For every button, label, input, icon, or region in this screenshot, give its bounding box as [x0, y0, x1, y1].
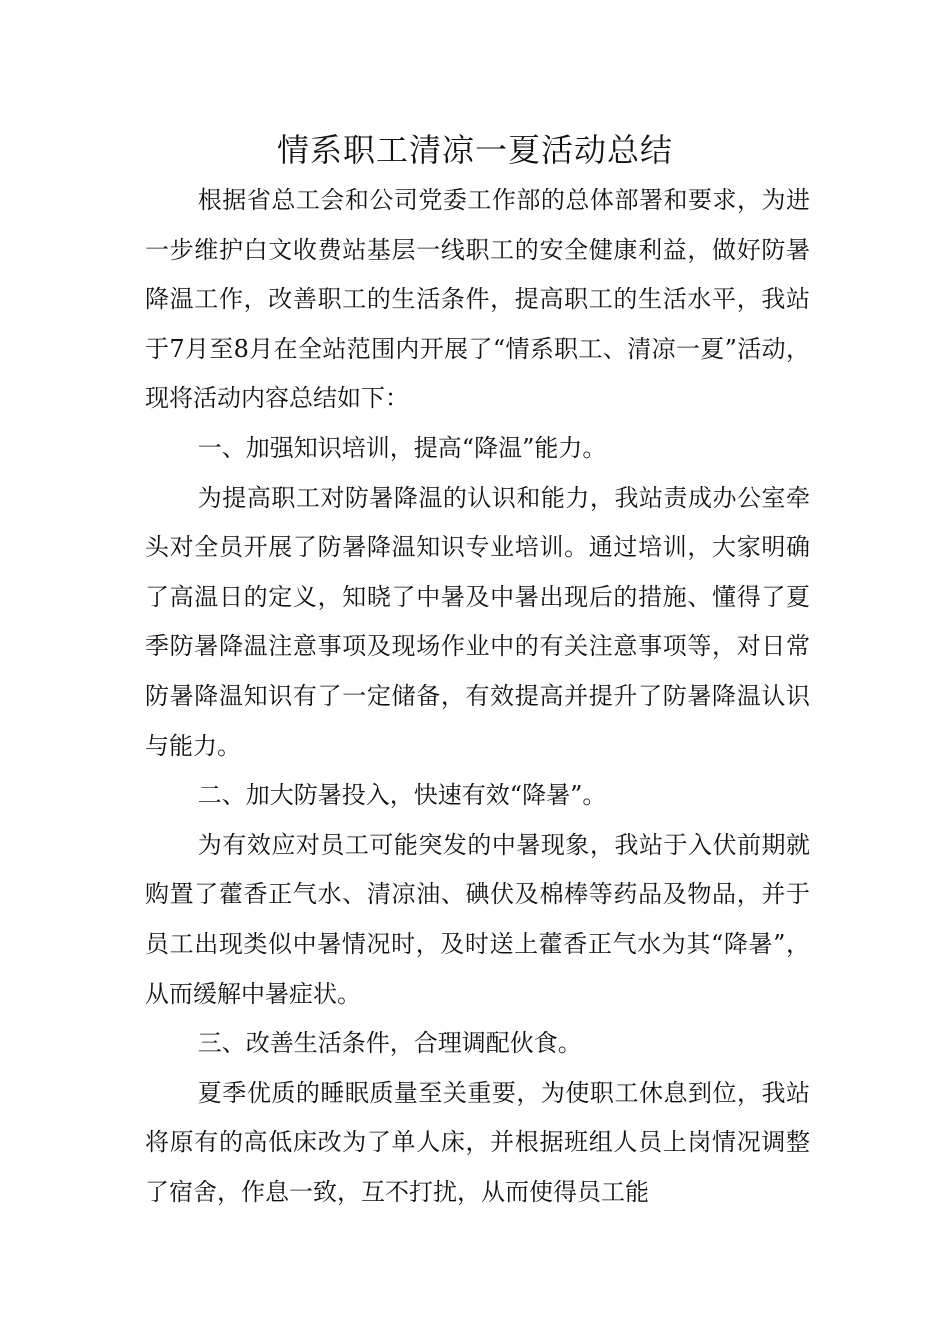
section-2-paragraph: 为有效应对员工可能突发的中暑现象，我站于入伏前期就购置了藿香正气水、清凉油、碘伏及棉棒等药品及物品，并于员工出现类似中暑情况时，及时送上藿香正气水为其“降暑”，从而缓解中暑症状。 [145, 830, 810, 1008]
intro-paragraph: 根据省总工会和公司党委工作部的总体部署和要求，为进一步维护白文收费站基层一线职工的安全健康利益，做好防暑降温工作，改善职工的生活条件，提高职工的生活水平，我站于7月至8月在全站范围内开展了“情系职工、清凉一夏”活动，现将活动内容总结如下： [145, 186, 810, 413]
section-heading-3: 三、改善生活条件，合理调配伙食。 [197, 1029, 582, 1058]
section-3-paragraph: 夏季优质的睡眠质量至关重要，为使职工休息到位，我站将原有的高低床改为了单人床，并根据班组人员上岗情况调整了宿舍，作息一致，互不打扰，从而使得员工能 [145, 1078, 810, 1206]
section-heading-2: 二、加大防暑投入，快速有效“降暑”。 [197, 781, 607, 810]
document-title: 情系职工清凉一夏活动总结 [276, 131, 673, 169]
section-heading-1: 一、加强知识培训，提高“降温”能力。 [197, 433, 607, 462]
section-1-paragraph: 为提高职工对防暑降温的认识和能力，我站责成办公室牵头对全员开展了防暑降温知识专业培训。通过培训，大家明确了高温日的定义，知晓了中暑及中暑出现后的措施、懂得了夏季防暑降温注意事项及现场作业中的有关注意事项等，对日常防暑降温知识有了一定储备，有效提高并提升了防暑降温认识与能力。 [145, 483, 810, 760]
document-body [145, 176, 810, 1217]
